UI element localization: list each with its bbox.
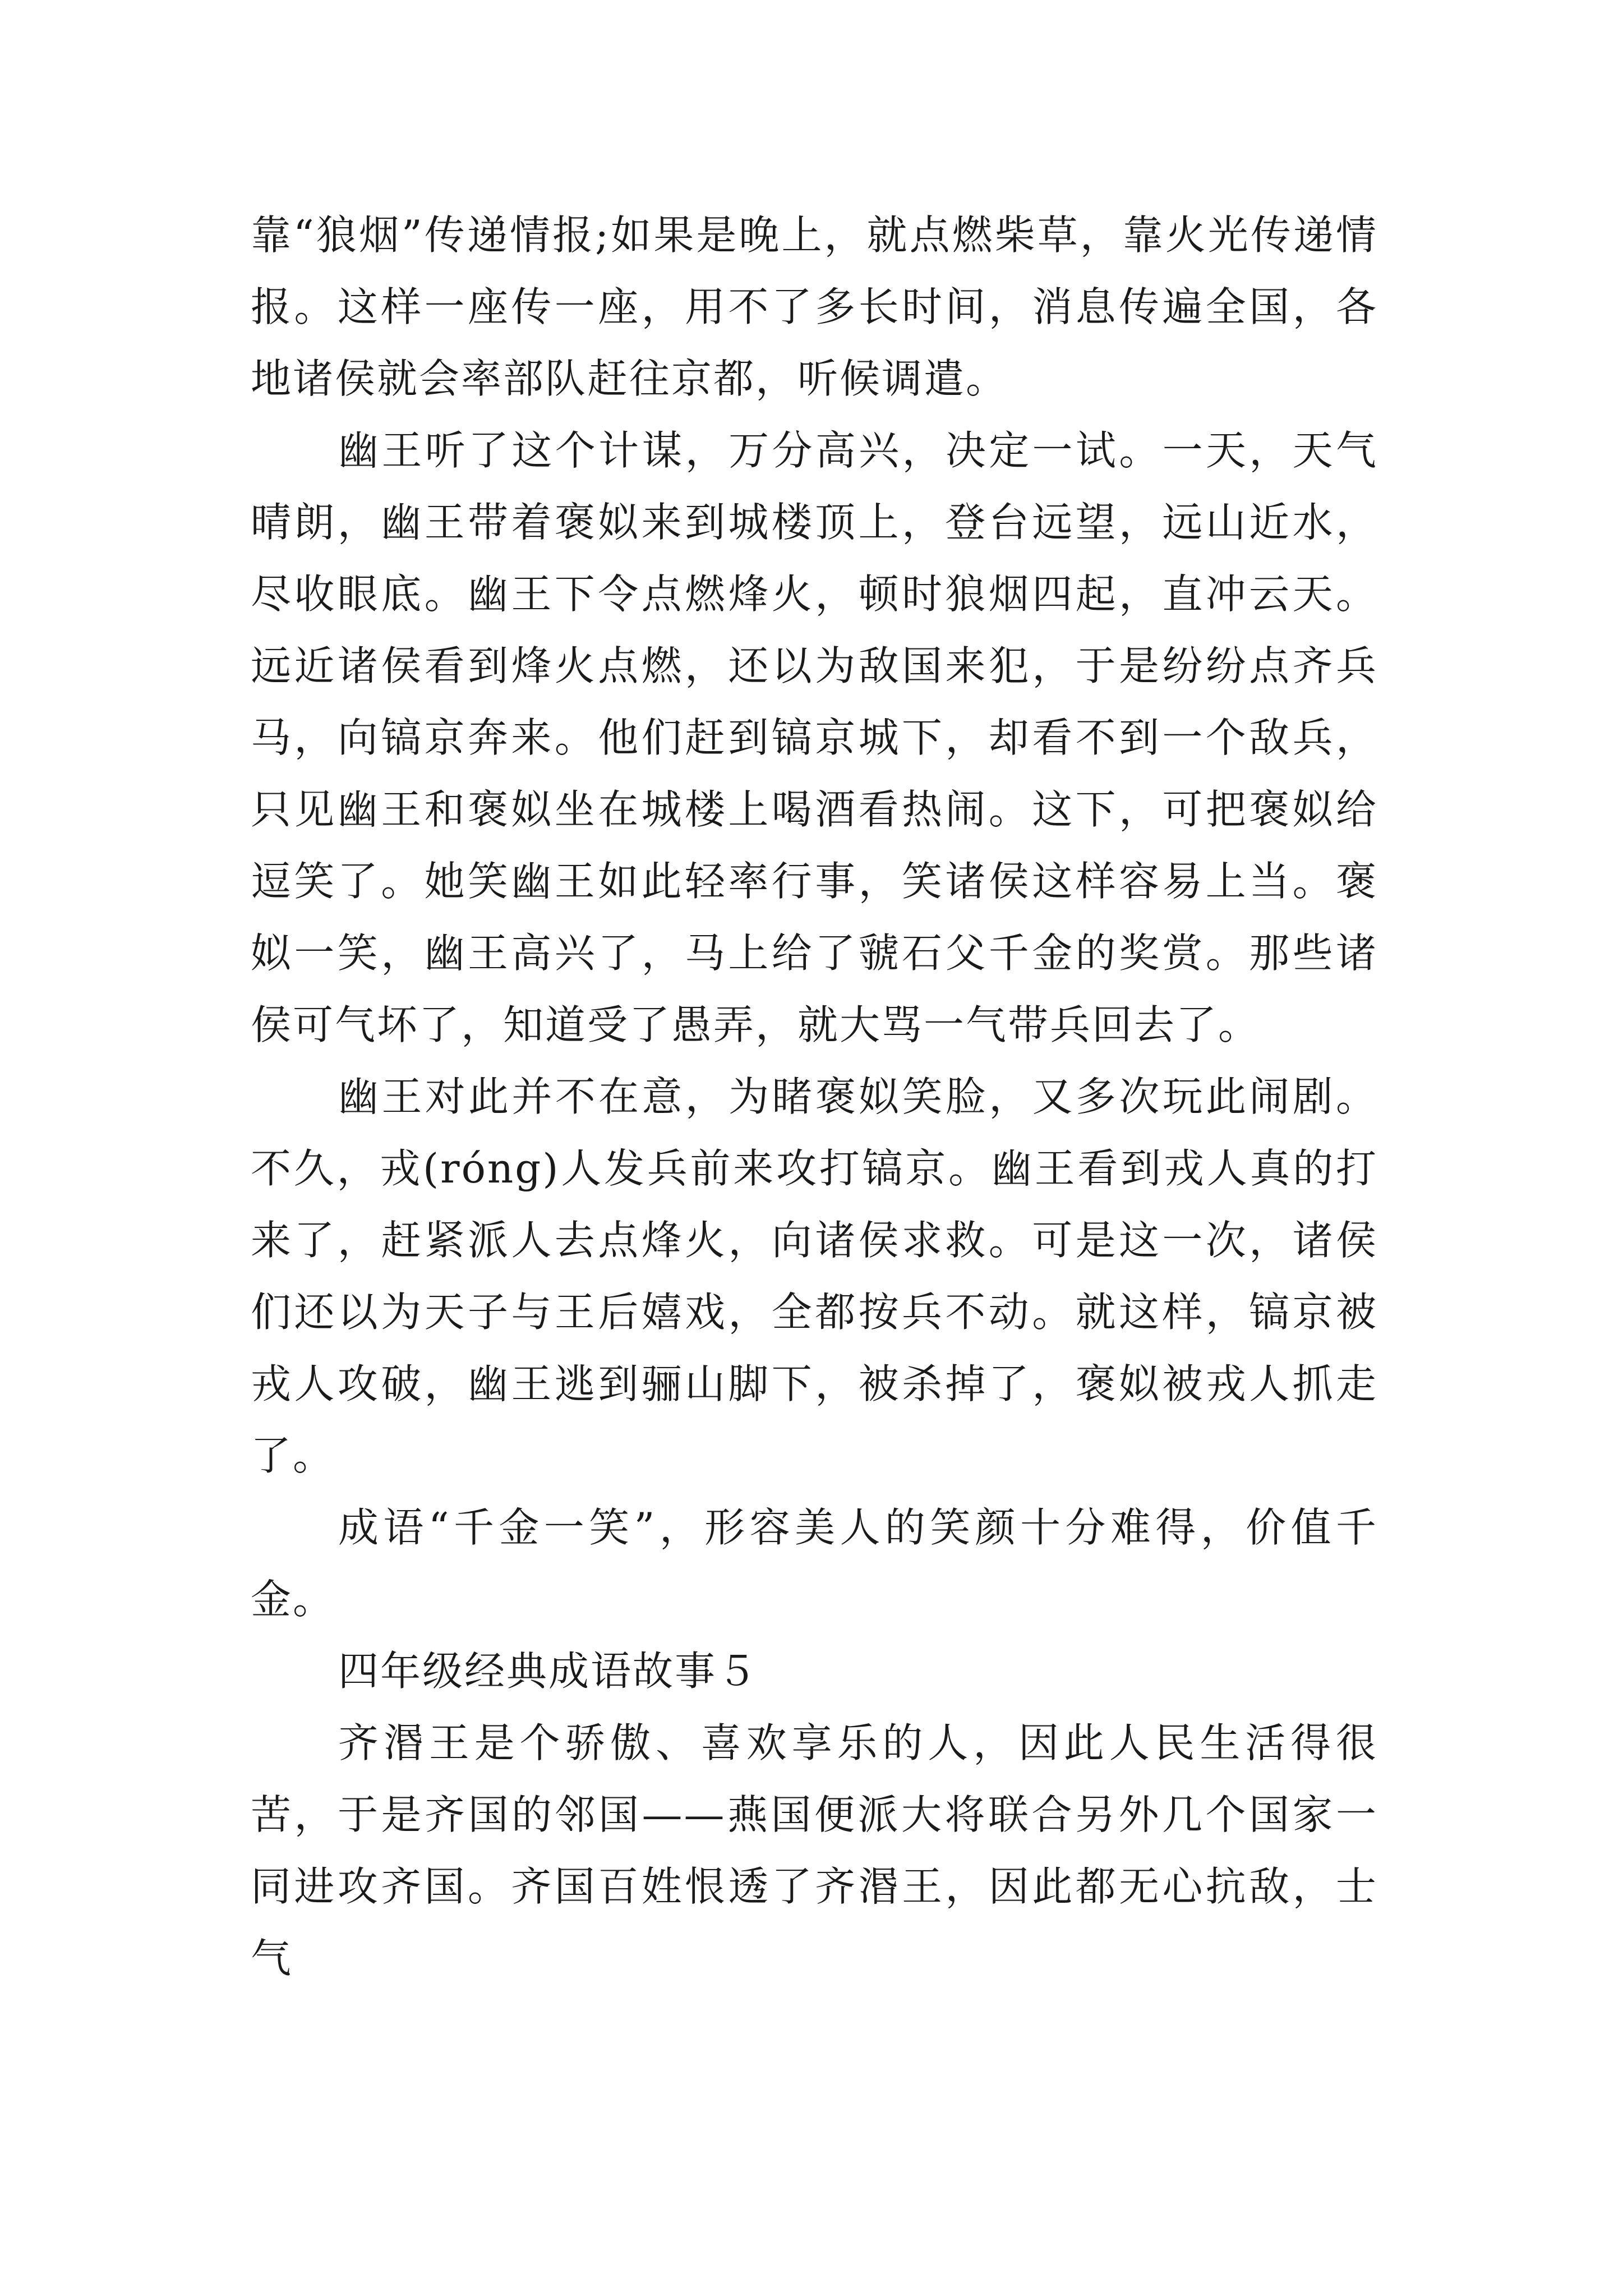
document-body bbox=[251, 199, 1378, 1994]
paragraph-qi-story: 齐湣王是个骄傲、喜欢享乐的人，因此人民生活得很苦，于是齐国的邻国——燕国便派大将联合另外几个国家一同进攻齐国。齐国百姓恨透了齐湣王，因此都无心抗敌，士气 bbox=[251, 1719, 1378, 1982]
paragraph-beacon-fire: 幽王听了这个计谋，万分高兴，决定一试。一天，天气晴朗，幽王带着褒姒来到城楼顶上，登台远望，远山近水，尽收眼底。幽王下令点燃烽火，顿时狼烟四起，直冲云天。远近诸侯看到烽火点燃，还以为敌国来犯，于是纷纷点齐兵马，向镐京奔来。他们赶到镐京城下，却看不到一个敌兵，只见幽王和褒姒坐在城楼上喝酒看热闹。这下，可把褒姒给逗笑了。她笑幽王如此轻率行事，笑诸侯这样容易上当。褒姒一笑，幽王高兴了，马上给了虢石父千金的奖赏。那些诸侯可气坏了，知道受了愚弄，就大骂一气带兵回去了。 bbox=[251, 427, 1378, 1048]
paragraph-rong-attack: 幽王对此并不在意，为睹褒姒笑脸，又多次玩此闹剧。不久，戎(róng)人发兵前来攻打镐京。幽王看到戎人真的打来了，赶紧派人去点烽火，向诸侯求救。可是这一次，诸侯们还以为天子与王后嬉戏，全都按兵不动。就这样，镐京被戎人攻破，幽王逃到骊山脚下，被杀掉了，褒姒被戎人抓走了。 bbox=[251, 1073, 1378, 1479]
paragraph-continuation: 靠“狼烟”传递情报;如果是晚上，就点燃柴草，靠火光传递情报。这样一座传一座，用不了多长时间，消息传遍全国，各地诸侯就会率部队赶往京都，听候调遣。 bbox=[251, 211, 1378, 402]
section-heading: 四年级经典成语故事５ bbox=[338, 1648, 759, 1695]
paragraph-idiom-meaning: 成语“千金一笑”，形容美人的笑颜十分难得，价值千金。 bbox=[251, 1504, 1378, 1623]
